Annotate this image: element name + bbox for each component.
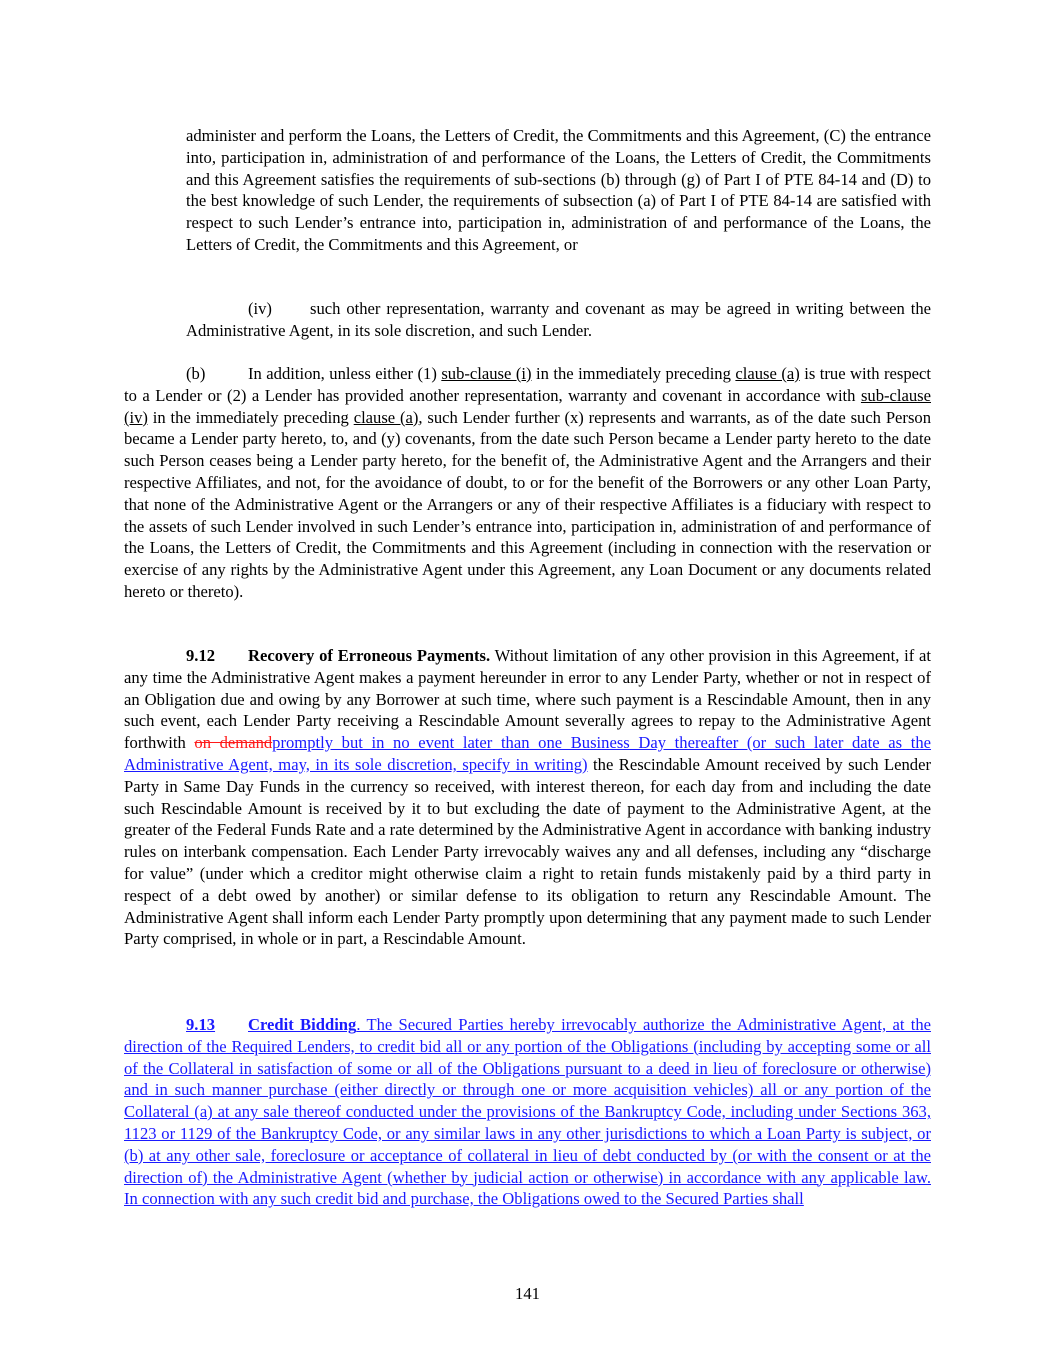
inserted-text: . The Secured Parties hereby irrevocably authorize the Administrative Agent, at the direction of the Required Lenders, to credit bid all or any portion of the Obligations (including by accepting some or all of the Collateral in satisfaction of some or all of the Obligations pursuant to a deed in lieu of foreclosure or otherwise) and in such manner purchase (either directly or through one or more acquisition vehicles) all or any portion of the Collateral (a) at any sale thereof conducted under the provisions of the Bankruptcy Code, including under Sections 363, 1123 or 1129 of the Bankruptcy Code, or any similar laws in any other jurisdictions to which a Loan Party is subject, or (b) at any other sale, foreclosure or acceptance of collateral in lieu of debt conducted by (or with the consent or at the direction of) the Administrative Agent (whether by judicial action or otherwise) in accordance with any applicable law. In connection with any such credit bid and purchase, the Obligations owed to the Secured Parties shall xyxy=(124,1015,931,1209)
subclause-text: such other representation, warranty and covenant as may be agreed in writing between the Administrative Agent, in its sole discretion, and such Lender. xyxy=(186,299,931,340)
clause-number: (b) xyxy=(186,364,206,383)
cross-reference: clause (a) xyxy=(735,364,800,383)
paragraph-subclause-iv xyxy=(186,298,931,342)
section-number: 9.13 xyxy=(186,1015,216,1034)
subclause-number: (iv) xyxy=(248,299,272,318)
section-number: 9.12 xyxy=(186,646,216,665)
deleted-text: on demand xyxy=(194,733,273,753)
cross-reference: clause (a) xyxy=(353,407,419,427)
page-number: 141 xyxy=(515,1284,540,1303)
section-9-13-inserted xyxy=(124,1014,931,1210)
text-run: , such Lender further (x) represents and warrants, as of the date such Person became a Lender party hereto, to, and (y) covenants, from the date such Person became a Lender party hereto to the date such Person ceases being a Lender party hereto, for the benefit of, the Administrative Agent and the Arrangers and their respective Affiliates, and not, for the avoidance of doubt, to or for the benefit of the Borrowers or any other Loan Party, that none of the Administrative Agent or the Arrangers or any of their respective Affiliates is a fiduciary with respect to the assets of such Lender involved in such Lender’s entrance into, participation in, administration of and performance of the Loans, the Letters of Credit, the Commitments and this Agreement (including in connection with the reservation or exercise of any rights by the Administrative Agent under this Agreement, any Loan Document or any documents related hereto or thereto). xyxy=(124,407,931,601)
text-run: is true with respect to a Lender or (2) a Lender has provided another representation, warranty and covenant in accordance with xyxy=(124,364,931,405)
cross-reference: sub-clause (iv) xyxy=(124,385,931,427)
text-run: in the immediately preceding xyxy=(531,364,736,383)
section-9-12 xyxy=(124,645,931,950)
text-run: In addition, unless either (1) xyxy=(248,364,442,383)
cross-reference: sub-clause (i) xyxy=(441,364,532,383)
paragraph-continuation: administer and perform the Loans, the Letters of Credit, the Commitments and this Agreement, (C) the entrance into, participation in, administration of and performance of the Loans, the Letters of Credit, the Commitments and this Agreement satisfies the requirements of sub-sections (b) through (g) of Part I of PTE 84-14 and (D) to the best knowledge of such Lender, the requirements of subsection (a) of Part I of PTE 84-14 are satisfied with respect to such Lender’s entrance into, participation in, administration of and performance of the Loans, the Letters of Credit, the Commitments and this Agreement, or xyxy=(186,126,931,254)
section-title: Recovery of Erroneous Payments. xyxy=(248,646,491,665)
paragraph-clause-b xyxy=(124,363,931,603)
section-title: Credit Bidding xyxy=(248,1015,357,1034)
text-run: the Rescindable Amount received by such Lender Party in Same Day Funds in the currency so received, with interest thereon, for each day from and including the date such Rescindable Amount is received by it to but excluding the date of payment to the Administrative Agent, at the greater of the Federal Funds Rate and a rate determined by the Administrative Agent in accordance with banking industry rules on interbank compensation. Each Lender Party irrevocably waives any and all defenses, including any “discharge for value” (under which a creditor might otherwise claim a right to retain funds mistakenly paid by a third party in respect of a debt owed by another) or similar defense to its obligation to return any Rescindable Amount. The Administrative Agent shall inform each Lender Party promptly upon determining that any payment made to such Lender Party comprised, in whole or in part, a Rescindable Amount. xyxy=(124,754,931,949)
text-run: Without limitation of any other provision in this Agreement, if at any time the Administrative Agent makes a payment hereunder in error to any Lender Party, whether or not in respect of an Obligation due and owing by any Borrower at such time, where such payment is a Rescindable Amount, then in any such event, each Lender Party receiving a Rescindable Amount severally agrees to repay to the Administrative Agent forthwith xyxy=(124,646,931,753)
text-run: in the immediately preceding xyxy=(147,407,354,427)
inserted-text: promptly but in no event later than one Business Day thereafter (or such later date as the Administrative Agent, may, in its sole discretion, specify in writing) xyxy=(124,733,932,774)
